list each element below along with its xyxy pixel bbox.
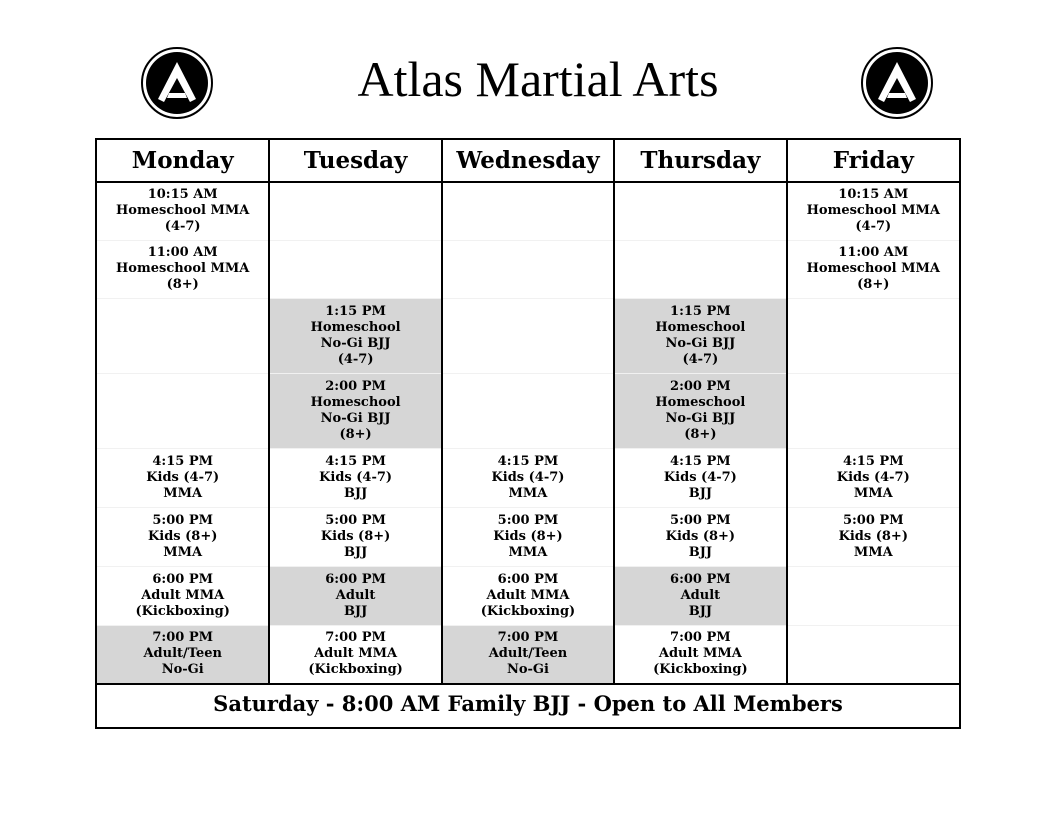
schedule-row: [97, 298, 959, 373]
class-detail: (8+): [339, 426, 372, 442]
class-detail: No-Gi BJJ: [665, 335, 736, 351]
class-cell-wednesday: [442, 298, 614, 373]
class-cell-friday: [787, 373, 959, 448]
class-cell-friday: [787, 240, 959, 298]
class-cell-thursday: [614, 182, 786, 240]
class-time: 4:15 PM: [842, 453, 904, 469]
class-time: 7:00 PM: [325, 630, 386, 646]
class-detail: MMA: [853, 485, 893, 501]
class-time: 1:15 PM: [325, 303, 386, 319]
class-time: 11:00 AM: [838, 245, 909, 260]
class-detail: Adult MMA: [486, 587, 570, 603]
class-detail: Homeschool MMA: [116, 203, 250, 219]
class-detail: Kids (8+): [838, 528, 908, 544]
class-detail: Adult MMA: [314, 646, 398, 662]
day-header-tuesday: Tuesday: [269, 140, 441, 182]
class-detail: BJJ: [343, 485, 368, 501]
class-time: 5:00 PM: [152, 512, 214, 528]
class-cell-thursday: [614, 373, 786, 448]
footer-row: [97, 684, 959, 723]
class-detail: (Kickboxing): [308, 662, 403, 678]
class-detail: Homeschool: [310, 394, 401, 410]
class-time: 6:00 PM: [670, 571, 731, 587]
class-time: 4:15 PM: [497, 453, 559, 469]
saturday-note: Saturday - 8:00 AM Family BJJ - Open to All Members: [97, 684, 959, 723]
class-cell-monday: [97, 448, 269, 507]
schedule-row: [97, 373, 959, 448]
class-detail: MMA: [508, 485, 548, 501]
class-cell-thursday: [614, 507, 786, 566]
class-detail: MMA: [163, 544, 203, 560]
class-detail: Adult: [680, 587, 721, 603]
day-header-thursday: Thursday: [614, 140, 786, 182]
class-time: 6:00 PM: [497, 571, 559, 587]
class-detail: MMA: [508, 544, 548, 560]
class-cell-friday: [787, 298, 959, 373]
class-detail: (Kickboxing): [135, 603, 230, 619]
class-detail: (4-7): [855, 219, 892, 235]
class-detail: No-Gi: [506, 662, 549, 678]
class-detail: Homeschool MMA: [116, 261, 250, 276]
class-time: 6:00 PM: [325, 571, 386, 587]
class-detail: (8+): [166, 277, 199, 292]
class-time: 7:00 PM: [152, 630, 214, 646]
class-time: 10:15 AM: [838, 187, 909, 203]
class-cell-tuesday: [269, 182, 441, 240]
class-detail: Adult/Teen: [143, 646, 222, 662]
class-detail: BJJ: [343, 544, 368, 560]
class-cell-friday: [787, 507, 959, 566]
class-detail: MMA: [853, 544, 893, 560]
class-cell-tuesday: [269, 625, 441, 684]
class-time: 2:00 PM: [325, 378, 386, 394]
class-detail: Homeschool: [655, 394, 746, 410]
class-time: 7:00 PM: [670, 630, 731, 646]
class-time: 5:00 PM: [497, 512, 559, 528]
class-detail: Kids (4-7): [663, 469, 737, 485]
class-cell-wednesday: [442, 240, 614, 298]
class-time: 7:00 PM: [497, 630, 559, 646]
class-cell-tuesday: [269, 298, 441, 373]
schedule-row: [97, 448, 959, 507]
class-detail: Kids (4-7): [491, 469, 565, 485]
class-detail: Adult/Teen: [488, 646, 568, 662]
class-cell-monday: [97, 182, 269, 240]
class-detail: (8+): [684, 426, 717, 442]
class-detail: Kids (8+): [665, 528, 736, 544]
class-detail: Kids (8+): [493, 528, 563, 544]
class-cell-friday: [787, 566, 959, 625]
class-detail: Adult MMA: [141, 587, 225, 603]
class-cell-tuesday: [269, 373, 441, 448]
class-time: 5:00 PM: [670, 512, 731, 528]
class-detail: Homeschool MMA: [806, 203, 940, 219]
class-cell-monday: [97, 240, 269, 298]
class-detail: No-Gi BJJ: [320, 410, 391, 426]
day-header-row: [97, 140, 959, 182]
class-cell-monday: [97, 566, 269, 625]
class-cell-monday: [97, 625, 269, 684]
class-detail: No-Gi: [161, 662, 204, 678]
class-cell-monday: [97, 298, 269, 373]
class-time: 4:15 PM: [325, 453, 386, 469]
class-cell-thursday: [614, 566, 786, 625]
schedule-row: [97, 240, 959, 298]
schedule-row: [97, 182, 959, 240]
class-cell-monday: [97, 507, 269, 566]
class-cell-thursday: [614, 298, 786, 373]
class-detail: No-Gi BJJ: [320, 335, 391, 351]
class-cell-thursday: [614, 625, 786, 684]
class-detail: BJJ: [688, 485, 713, 501]
class-cell-wednesday: [442, 182, 614, 240]
class-detail: MMA: [163, 485, 203, 501]
class-detail: BJJ: [343, 603, 368, 619]
class-cell-wednesday: [442, 507, 614, 566]
class-cell-tuesday: [269, 566, 441, 625]
day-header-wednesday: Wednesday: [442, 140, 614, 182]
class-detail: (4-7): [682, 351, 719, 367]
class-detail: (8+): [857, 277, 890, 292]
class-cell-wednesday: [442, 448, 614, 507]
class-time: 4:15 PM: [670, 453, 731, 469]
class-cell-thursday: [614, 448, 786, 507]
schedule-row: [97, 507, 959, 566]
atlas-logo-icon: [861, 47, 933, 119]
page-title: Atlas Martial Arts: [357, 51, 719, 107]
day-header-monday: Monday: [97, 140, 269, 182]
class-detail: Kids (4-7): [146, 469, 220, 485]
class-detail: Adult MMA: [658, 646, 742, 662]
class-detail: BJJ: [688, 603, 713, 619]
class-detail: (4-7): [164, 219, 201, 235]
class-cell-tuesday: [269, 507, 441, 566]
class-cell-monday: [97, 373, 269, 448]
class-cell-wednesday: [442, 566, 614, 625]
class-detail: (4-7): [337, 351, 374, 367]
class-detail: BJJ: [688, 544, 713, 560]
class-time: 2:00 PM: [670, 378, 731, 394]
class-cell-tuesday: [269, 240, 441, 298]
class-detail: Homeschool: [655, 319, 746, 335]
class-time: 1:15 PM: [670, 303, 731, 319]
class-cell-tuesday: [269, 448, 441, 507]
class-detail: (Kickboxing): [653, 662, 748, 678]
class-detail: Kids (8+): [320, 528, 391, 544]
schedule-row: [97, 625, 959, 684]
class-time: 11:00 AM: [147, 245, 218, 260]
class-detail: Adult: [335, 587, 376, 603]
class-cell-thursday: [614, 240, 786, 298]
class-cell-wednesday: [442, 625, 614, 684]
class-time: 5:00 PM: [325, 512, 386, 528]
schedule-row: [97, 566, 959, 625]
schedule-table: [95, 138, 961, 729]
class-detail: Kids (4-7): [319, 469, 393, 485]
class-time: 5:00 PM: [842, 512, 904, 528]
class-time: 10:15 AM: [147, 187, 218, 203]
class-time: 6:00 PM: [152, 571, 214, 587]
day-header-friday: Friday: [787, 140, 959, 182]
class-cell-friday: [787, 625, 959, 684]
class-cell-friday: [787, 182, 959, 240]
class-detail: No-Gi BJJ: [665, 410, 736, 426]
class-detail: Homeschool: [310, 319, 401, 335]
class-detail: Kids (8+): [147, 528, 218, 544]
class-detail: Kids (4-7): [836, 469, 910, 485]
class-cell-wednesday: [442, 373, 614, 448]
class-cell-friday: [787, 448, 959, 507]
schedule-body: [97, 182, 959, 684]
class-detail: (Kickboxing): [480, 603, 576, 619]
class-detail: Homeschool MMA: [806, 261, 940, 276]
class-time: 4:15 PM: [152, 453, 214, 469]
